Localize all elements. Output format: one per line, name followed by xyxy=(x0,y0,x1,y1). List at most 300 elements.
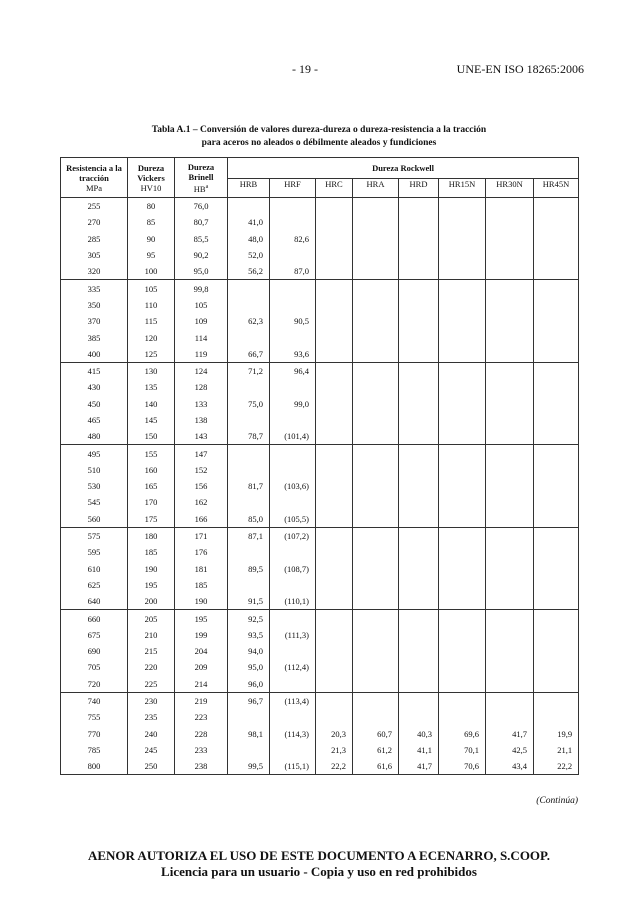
cell-hr30n xyxy=(486,494,534,510)
cell-hrf xyxy=(270,577,316,593)
cell-hra xyxy=(353,593,399,610)
cell-hrc xyxy=(316,445,353,462)
cell-hrd xyxy=(399,561,439,577)
cell-vickers: 80 xyxy=(128,198,175,215)
header-tensile-strength xyxy=(61,158,128,198)
cell-hrc xyxy=(316,346,353,363)
cell-hrf: 99,0 xyxy=(270,396,316,412)
cell-hrf xyxy=(270,379,316,395)
cell-hrd xyxy=(399,643,439,659)
cell-hr30n xyxy=(486,198,534,215)
cell-hrf: (110,1) xyxy=(270,593,316,610)
table-row xyxy=(61,412,579,428)
cell-tensile: 270 xyxy=(61,214,128,230)
cell-hra xyxy=(353,428,399,445)
cell-hrf xyxy=(270,462,316,478)
header-tensile-unit: MPa xyxy=(85,182,103,193)
cell-hrd: 41,7 xyxy=(399,758,439,775)
cell-hr45n xyxy=(534,313,579,329)
cell-brinell: 204 xyxy=(175,643,228,659)
header-hra: HRA xyxy=(353,179,399,198)
header-brinell-l2: Brinell xyxy=(188,171,214,182)
cell-brinell: 228 xyxy=(175,726,228,742)
cell-hr15n xyxy=(439,544,486,560)
cell-hrf: (107,2) xyxy=(270,527,316,544)
cell-brinell: 181 xyxy=(175,561,228,577)
cell-hrb: 71,2 xyxy=(228,362,270,379)
cell-hra xyxy=(353,527,399,544)
cell-brinell: 233 xyxy=(175,742,228,758)
cell-hr15n: 70,6 xyxy=(439,758,486,775)
cell-hrd xyxy=(399,462,439,478)
cell-hrf xyxy=(270,297,316,313)
cell-hra xyxy=(353,511,399,528)
cell-hrd xyxy=(399,593,439,610)
cell-hr15n xyxy=(439,478,486,494)
cell-hrd xyxy=(399,379,439,395)
cell-brinell: 105 xyxy=(175,297,228,313)
cell-tensile: 575 xyxy=(61,527,128,544)
header-vickers-l1: Dureza xyxy=(137,162,165,173)
cell-hr15n xyxy=(439,280,486,297)
cell-hr30n xyxy=(486,709,534,725)
cell-hrf xyxy=(270,643,316,659)
cell-hrf xyxy=(270,742,316,758)
cell-brinell: 147 xyxy=(175,445,228,462)
cell-hr15n xyxy=(439,593,486,610)
table-row xyxy=(61,346,579,363)
cell-brinell: 143 xyxy=(175,428,228,445)
header-brinell-footnote: a xyxy=(205,183,209,190)
cell-tensile: 335 xyxy=(61,280,128,297)
cell-vickers: 190 xyxy=(128,561,175,577)
cell-hra xyxy=(353,263,399,280)
cell-hr30n xyxy=(486,511,534,528)
table-row xyxy=(61,726,579,742)
cell-hrb: 96,7 xyxy=(228,692,270,709)
cell-hrb: 99,5 xyxy=(228,758,270,775)
cell-hra xyxy=(353,478,399,494)
cell-hr15n xyxy=(439,297,486,313)
cell-hr15n xyxy=(439,610,486,627)
cell-hrc xyxy=(316,709,353,725)
cell-tensile: 800 xyxy=(61,758,128,775)
cell-hrc xyxy=(316,247,353,263)
cell-tensile: 415 xyxy=(61,362,128,379)
cell-hr30n xyxy=(486,280,534,297)
cell-hr45n xyxy=(534,428,579,445)
cell-hr15n xyxy=(439,494,486,510)
cell-hrc xyxy=(316,329,353,345)
header-brinell-unit xyxy=(175,182,227,194)
cell-tensile: 450 xyxy=(61,396,128,412)
cell-hr30n xyxy=(486,561,534,577)
table-row xyxy=(61,692,579,709)
table-row xyxy=(61,659,579,675)
cell-hr30n xyxy=(486,329,534,345)
cell-hr45n xyxy=(534,263,579,280)
cell-brinell: 119 xyxy=(175,346,228,363)
cell-hrd xyxy=(399,263,439,280)
cell-hr15n xyxy=(439,379,486,395)
cell-brinell: 199 xyxy=(175,627,228,643)
cell-brinell: 166 xyxy=(175,511,228,528)
cell-hrc xyxy=(316,692,353,709)
cell-tensile: 430 xyxy=(61,379,128,395)
cell-hr45n xyxy=(534,445,579,462)
cell-hr45n xyxy=(534,297,579,313)
header-vickers-l2: Vickers xyxy=(137,172,165,183)
cell-tensile: 305 xyxy=(61,247,128,263)
cell-hra xyxy=(353,231,399,247)
cell-hrc xyxy=(316,577,353,593)
cell-hra xyxy=(353,362,399,379)
table-row xyxy=(61,709,579,725)
cell-hra xyxy=(353,329,399,345)
cell-hr45n: 22,2 xyxy=(534,758,579,775)
cell-hrb: 56,2 xyxy=(228,263,270,280)
cell-hrf xyxy=(270,610,316,627)
table-row xyxy=(61,610,579,627)
cell-hrf xyxy=(270,280,316,297)
cell-tensile: 545 xyxy=(61,494,128,510)
cell-brinell: 124 xyxy=(175,362,228,379)
cell-hr30n xyxy=(486,428,534,445)
cell-hrc xyxy=(316,263,353,280)
cell-vickers: 205 xyxy=(128,610,175,627)
cell-brinell: 195 xyxy=(175,610,228,627)
cell-hrc xyxy=(316,494,353,510)
header-brinell-l1: Dureza xyxy=(187,161,215,172)
cell-brinell: 171 xyxy=(175,527,228,544)
cell-hr15n xyxy=(439,313,486,329)
cell-vickers: 250 xyxy=(128,758,175,775)
cell-hra xyxy=(353,247,399,263)
cell-brinell: 156 xyxy=(175,478,228,494)
cell-hrd xyxy=(399,396,439,412)
table-row xyxy=(61,494,579,510)
cell-hrf xyxy=(270,544,316,560)
cell-hrc xyxy=(316,280,353,297)
table-row xyxy=(61,593,579,610)
cell-vickers: 165 xyxy=(128,478,175,494)
cell-tensile: 770 xyxy=(61,726,128,742)
cell-brinell: 185 xyxy=(175,577,228,593)
cell-tensile: 720 xyxy=(61,676,128,693)
cell-hrc xyxy=(316,428,353,445)
cell-hr30n xyxy=(486,692,534,709)
cell-brinell: 238 xyxy=(175,758,228,775)
cell-hrc xyxy=(316,313,353,329)
cell-hrf: (111,3) xyxy=(270,627,316,643)
cell-hr45n xyxy=(534,198,579,215)
cell-hrd xyxy=(399,692,439,709)
table-row xyxy=(61,280,579,297)
cell-hr45n xyxy=(534,412,579,428)
cell-hrf: 82,6 xyxy=(270,231,316,247)
cell-hr15n xyxy=(439,511,486,528)
cell-hrf: 96,4 xyxy=(270,362,316,379)
cell-vickers: 95 xyxy=(128,247,175,263)
cell-hra xyxy=(353,544,399,560)
cell-hra xyxy=(353,396,399,412)
cell-hr45n xyxy=(534,214,579,230)
cell-hrd xyxy=(399,494,439,510)
cell-tensile: 690 xyxy=(61,643,128,659)
cell-brinell: 114 xyxy=(175,329,228,345)
cell-brinell: 133 xyxy=(175,396,228,412)
cell-vickers: 195 xyxy=(128,577,175,593)
table-row xyxy=(61,313,579,329)
cell-vickers: 115 xyxy=(128,313,175,329)
cell-hrc xyxy=(316,544,353,560)
table-row xyxy=(61,511,579,528)
cell-vickers: 90 xyxy=(128,231,175,247)
cell-hrd xyxy=(399,445,439,462)
cell-hrf xyxy=(270,676,316,693)
cell-hr30n: 41,7 xyxy=(486,726,534,742)
cell-hrf: 87,0 xyxy=(270,263,316,280)
cell-hrc xyxy=(316,198,353,215)
cell-hr15n xyxy=(439,329,486,345)
cell-hrb: 41,0 xyxy=(228,214,270,230)
cell-vickers: 160 xyxy=(128,462,175,478)
cell-hr30n xyxy=(486,610,534,627)
cell-vickers: 170 xyxy=(128,494,175,510)
cell-tensile: 755 xyxy=(61,709,128,725)
cell-hra xyxy=(353,610,399,627)
cell-hra: 61,2 xyxy=(353,742,399,758)
cell-hra xyxy=(353,198,399,215)
cell-hrc xyxy=(316,593,353,610)
table-row xyxy=(61,297,579,313)
table-row xyxy=(61,544,579,560)
cell-hr45n xyxy=(534,346,579,363)
cell-hrf xyxy=(270,494,316,510)
cell-hrc xyxy=(316,659,353,675)
cell-hrd xyxy=(399,362,439,379)
cell-hrc xyxy=(316,643,353,659)
cell-hr45n xyxy=(534,659,579,675)
cell-hrf: 90,5 xyxy=(270,313,316,329)
cell-hra xyxy=(353,346,399,363)
cell-hrb: 93,5 xyxy=(228,627,270,643)
table-row xyxy=(61,214,579,230)
cell-hrb xyxy=(228,742,270,758)
cell-hrc xyxy=(316,511,353,528)
cell-hrb xyxy=(228,709,270,725)
footer-line-1: AENOR AUTORIZA EL USO DE ESTE DOCUMENTO A ECENARRO, S.COOP. xyxy=(87,848,551,863)
table-row xyxy=(61,742,579,758)
table-row xyxy=(61,263,579,280)
cell-vickers: 120 xyxy=(128,329,175,345)
cell-brinell: 95,0 xyxy=(175,263,228,280)
cell-hrb xyxy=(228,329,270,345)
cell-hr45n xyxy=(534,396,579,412)
cell-hrd xyxy=(399,610,439,627)
cell-hra xyxy=(353,659,399,675)
cell-hr15n xyxy=(439,198,486,215)
cell-brinell: 152 xyxy=(175,462,228,478)
header-vickers xyxy=(128,158,175,198)
cell-hrf: (105,5) xyxy=(270,511,316,528)
cell-hrc: 21,3 xyxy=(316,742,353,758)
cell-tensile: 480 xyxy=(61,428,128,445)
cell-hr15n xyxy=(439,362,486,379)
cell-tensile: 675 xyxy=(61,627,128,643)
cell-tensile: 705 xyxy=(61,659,128,675)
cell-hr45n xyxy=(534,692,579,709)
cell-tensile: 510 xyxy=(61,462,128,478)
cell-hr45n xyxy=(534,329,579,345)
cell-hr30n xyxy=(486,627,534,643)
cell-hrf xyxy=(270,412,316,428)
cell-hr30n xyxy=(486,544,534,560)
cell-hrb: 94,0 xyxy=(228,643,270,659)
cell-hrd xyxy=(399,297,439,313)
cell-hrd xyxy=(399,627,439,643)
cell-hr45n xyxy=(534,709,579,725)
cell-hrd xyxy=(399,527,439,544)
cell-hra xyxy=(353,280,399,297)
cell-hrb: 81,7 xyxy=(228,478,270,494)
cell-hr45n xyxy=(534,379,579,395)
cell-hrd xyxy=(399,412,439,428)
cell-hr30n xyxy=(486,676,534,693)
cell-hrb: 48,0 xyxy=(228,231,270,247)
cell-hr15n xyxy=(439,263,486,280)
table-row xyxy=(61,247,579,263)
cell-tensile: 400 xyxy=(61,346,128,363)
cell-tensile: 530 xyxy=(61,478,128,494)
header-rockwell: Dureza Rockwell xyxy=(228,158,579,179)
cell-hr30n xyxy=(486,346,534,363)
cell-brinell: 176 xyxy=(175,544,228,560)
cell-tensile: 785 xyxy=(61,742,128,758)
cell-hr45n xyxy=(534,362,579,379)
cell-brinell: 214 xyxy=(175,676,228,693)
cell-hrd xyxy=(399,313,439,329)
cell-hra xyxy=(353,412,399,428)
cell-hr15n xyxy=(439,577,486,593)
cell-hra xyxy=(353,676,399,693)
cell-hr45n xyxy=(534,643,579,659)
cell-hra xyxy=(353,627,399,643)
cell-hr30n xyxy=(486,643,534,659)
cell-hr30n xyxy=(486,593,534,610)
cell-hrf xyxy=(270,709,316,725)
cell-hra xyxy=(353,577,399,593)
cell-hr45n xyxy=(534,231,579,247)
cell-hrd xyxy=(399,346,439,363)
cell-vickers: 135 xyxy=(128,379,175,395)
cell-hrb xyxy=(228,280,270,297)
cell-tensile: 370 xyxy=(61,313,128,329)
cell-hrb: 89,5 xyxy=(228,561,270,577)
cell-tensile: 255 xyxy=(61,198,128,215)
table-body xyxy=(61,198,579,775)
cell-brinell: 109 xyxy=(175,313,228,329)
cell-vickers: 240 xyxy=(128,726,175,742)
cell-hrf: (115,1) xyxy=(270,758,316,775)
cell-vickers: 85 xyxy=(128,214,175,230)
cell-hrd xyxy=(399,478,439,494)
cell-hrd xyxy=(399,280,439,297)
table-row xyxy=(61,428,579,445)
cell-brinell: 162 xyxy=(175,494,228,510)
cell-hrc xyxy=(316,214,353,230)
cell-hra xyxy=(353,643,399,659)
cell-vickers: 215 xyxy=(128,643,175,659)
table-row xyxy=(61,396,579,412)
cell-hrc xyxy=(316,561,353,577)
header-brinell-symbol: HB xyxy=(193,183,206,194)
cell-tensile: 465 xyxy=(61,412,128,428)
cell-tensile: 610 xyxy=(61,561,128,577)
cell-tensile: 495 xyxy=(61,445,128,462)
cell-hr30n xyxy=(486,396,534,412)
cell-hrc xyxy=(316,297,353,313)
cell-hrb: 87,1 xyxy=(228,527,270,544)
cell-hr45n xyxy=(534,462,579,478)
cell-hr15n xyxy=(439,346,486,363)
cell-hrb: 95,0 xyxy=(228,659,270,675)
cell-hr15n xyxy=(439,709,486,725)
cell-hr45n xyxy=(534,561,579,577)
cell-hr30n xyxy=(486,231,534,247)
cell-hrf xyxy=(270,329,316,345)
cell-hrd xyxy=(399,428,439,445)
header-brinell xyxy=(175,158,228,198)
cell-hrb xyxy=(228,379,270,395)
cell-hrb: 52,0 xyxy=(228,247,270,263)
cell-hr15n: 69,6 xyxy=(439,726,486,742)
cell-hrb: 78,7 xyxy=(228,428,270,445)
cell-hr30n: 42,5 xyxy=(486,742,534,758)
table-row xyxy=(61,445,579,462)
cell-hrf: (108,7) xyxy=(270,561,316,577)
cell-brinell: 76,0 xyxy=(175,198,228,215)
cell-hrb: 75,0 xyxy=(228,396,270,412)
cell-hr45n xyxy=(534,511,579,528)
cell-hr45n: 21,1 xyxy=(534,742,579,758)
table-row xyxy=(61,231,579,247)
cell-hr15n xyxy=(439,462,486,478)
cell-hrb xyxy=(228,198,270,215)
table-row xyxy=(61,362,579,379)
cell-brinell: 138 xyxy=(175,412,228,428)
caption-line-2: para aceros no aleados o débilmente aleados y fundiciones xyxy=(201,138,437,148)
cell-tensile: 320 xyxy=(61,263,128,280)
cell-hrf: (101,4) xyxy=(270,428,316,445)
page-number: - 19 - xyxy=(292,62,318,76)
cell-hrb: 85,0 xyxy=(228,511,270,528)
cell-hr45n xyxy=(534,527,579,544)
cell-hra xyxy=(353,445,399,462)
cell-hr30n xyxy=(486,379,534,395)
table-row xyxy=(61,627,579,643)
cell-hrc xyxy=(316,478,353,494)
cell-hr15n xyxy=(439,445,486,462)
cell-hrb: 92,5 xyxy=(228,610,270,627)
cell-hrb: 91,5 xyxy=(228,593,270,610)
cell-vickers: 175 xyxy=(128,511,175,528)
header-hr30n: HR30N xyxy=(486,179,534,198)
cell-tensile: 660 xyxy=(61,610,128,627)
cell-vickers: 225 xyxy=(128,676,175,693)
cell-hr45n xyxy=(534,247,579,263)
cell-tensile: 560 xyxy=(61,511,128,528)
